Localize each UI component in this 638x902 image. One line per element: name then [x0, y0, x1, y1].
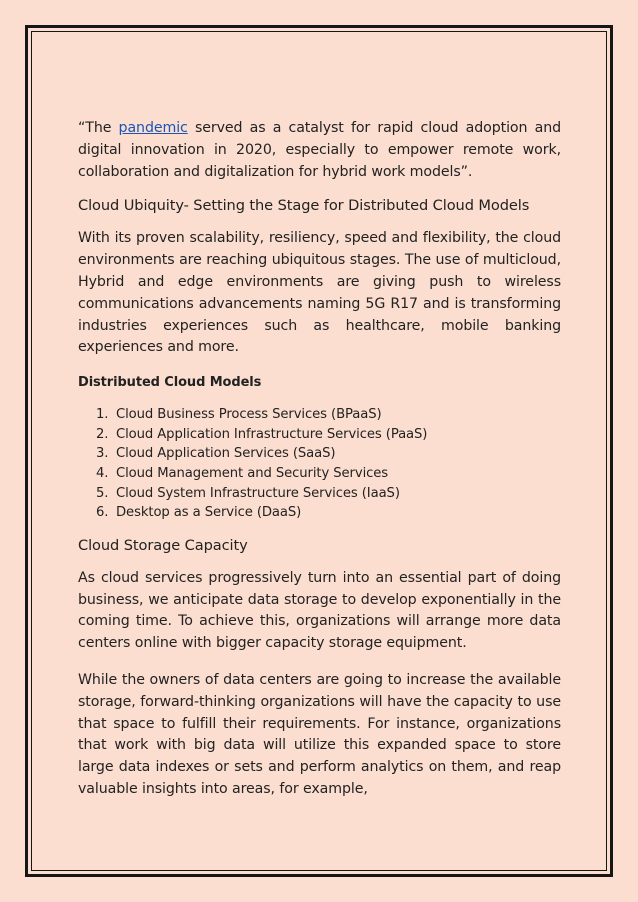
quote-paragraph: “The pandemic served as a catalyst for rapid cloud adoption and digital innovation in 2020, especially to empower remote work, collaboration and digitalization for hybrid work models”. [78, 120, 561, 180]
document-content [78, 118, 561, 801]
pandemic-link[interactable]: pandemic [118, 120, 188, 136]
list-item: 3. Cloud Application Services (SaaS) [96, 446, 336, 462]
list-item: 1. Cloud Business Process Services (BPaaS) [96, 407, 382, 423]
heading-distributed-cloud-models: Distributed Cloud Models [78, 375, 262, 391]
distributed-cloud-models-list [78, 405, 561, 523]
list-item: 4. Cloud Management and Security Services [96, 465, 389, 481]
heading-cloud-storage-capacity: Cloud Storage Capacity [78, 536, 248, 554]
list-item: 5. Cloud System Infrastructure Services (IaaS) [96, 485, 400, 501]
list-item: 2. Cloud Application Infrastructure Services (PaaS) [96, 426, 428, 442]
list-item: 6. Desktop as a Service (DaaS) [96, 505, 302, 521]
paragraph-cloud-ubiquity: With its proven scalability, resiliency, speed and flexibility, the cloud environments are reaching ubiquitous stages. The use of multicloud, Hybrid and edge environments are giving push to wireless communications advancements naming 5G R17 and is transforming industries experiences such as healthcare, mobile banking experiences and more. [78, 230, 561, 356]
paragraph-storage-growth: As cloud services progressively turn into an essential part of doing business, we anticipate data storage to develop exponentially in the coming time. To achieve this, organizations will arrange more data centers online with bigger capacity storage equipment. [78, 569, 561, 652]
heading-cloud-ubiquity: Cloud Ubiquity- Setting the Stage for Distributed Cloud Models [78, 197, 530, 215]
paragraph-data-center-owners: While the owners of data centers are going to increase the available storage, forward-thinking organizations will have the capacity to use that space to fulfill their requirements. For instance, organizations that work with big data will utilize this expanded space to store large data indexes or sets and perform analytics on them, and reap valuable insights into areas, for example, [78, 671, 561, 797]
